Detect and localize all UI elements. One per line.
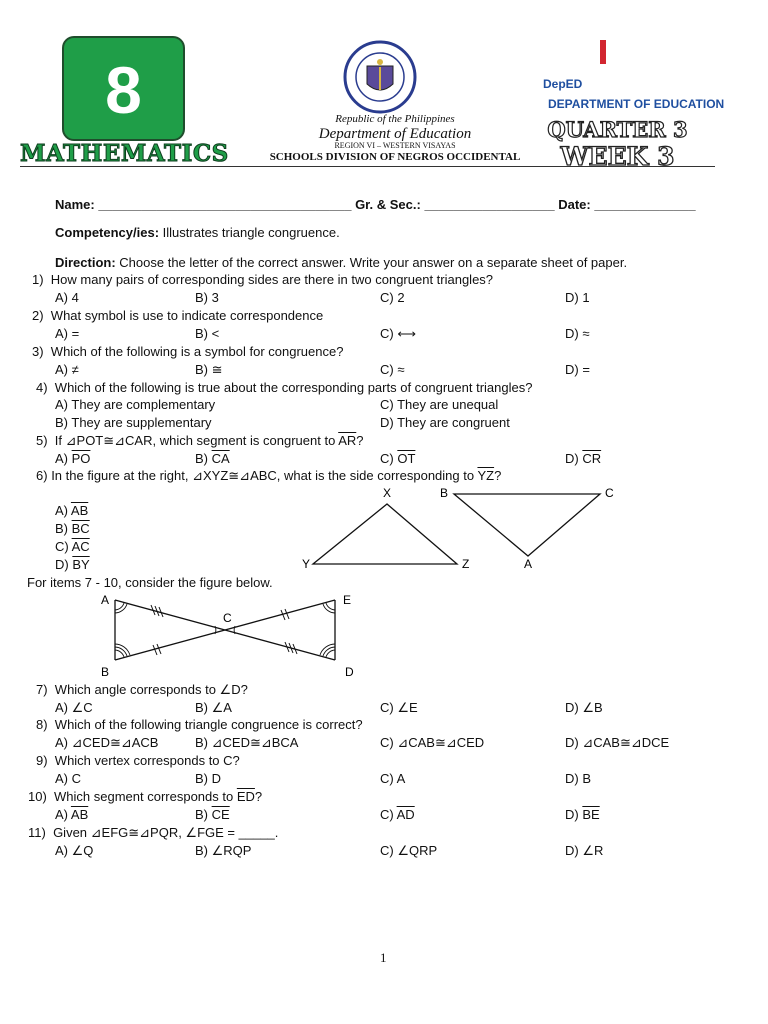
label-x: X — [383, 486, 392, 500]
option-5b[interactable]: B) $\overline{CA}$ — [195, 451, 230, 466]
deped-seal-icon — [343, 40, 417, 114]
deped-logo-text: DepED — [543, 77, 583, 91]
option-11a[interactable]: A) ∠Q — [55, 843, 94, 858]
option-10d[interactable]: D) $\overline{BE}$ — [565, 807, 600, 822]
option-1a[interactable]: A) 4 — [55, 290, 79, 305]
department-text: Department of Education — [318, 126, 472, 142]
option-3b[interactable]: B) ≅ — [195, 362, 223, 377]
option-11d[interactable]: D) ∠R — [565, 843, 604, 858]
question-6: 6) In the figure at the right, ⊿XYZ≅⊿ABC, what is the side corresponding to $\overline{YZ}$? — [36, 468, 502, 483]
option-8d[interactable]: D) ⊿CAB≅⊿DCE — [565, 735, 670, 750]
direction: Direction: Choose the letter of the correct answer. Write your answer on a separate sheet of paper. — [55, 255, 628, 270]
question-8: 8) Which of the following triangle congruence is correct? — [36, 717, 363, 732]
question-3: 3) Which of the following is a symbol for congruence? — [32, 344, 344, 359]
option-7d[interactable]: D) ∠B — [565, 700, 603, 715]
option-2a[interactable]: A) = — [55, 326, 80, 341]
option-4d[interactable]: D) They are congruent — [380, 415, 510, 430]
question-11: 11) Given ⊿EFG≅⊿PQR, ∠FGE = _____. — [28, 825, 279, 840]
option-4a[interactable]: A) They are complementary — [55, 397, 216, 412]
triangle-xyz — [313, 504, 457, 564]
option-1d[interactable]: D) 1 — [565, 290, 590, 305]
question-7: 7) Which angle corresponds to ∠D? — [36, 682, 248, 697]
option-5d[interactable]: D) $\overline{CR}$ — [565, 451, 602, 466]
option-5a[interactable]: A) $\overline{PO}$ — [55, 451, 91, 466]
label-a2: A — [101, 593, 110, 607]
option-3a[interactable]: A) ≠ — [55, 362, 79, 377]
option-10a[interactable]: A) $\overline{AB}$ — [55, 807, 89, 822]
option-10b[interactable]: B) $\overline{CE}$ — [195, 807, 230, 822]
option-4b[interactable]: B) They are supplementary — [55, 415, 212, 430]
bowtie-figure — [95, 590, 370, 680]
question-5: 5) If ⊿POT≅⊿CAR, which segment is congruent to $\overline{AR}$? — [36, 433, 364, 448]
option-6a[interactable]: A) $\overline{AB}$ — [55, 503, 89, 518]
week-label: WEEK 3 — [560, 142, 675, 171]
grade-badge: 8 — [62, 36, 185, 141]
quarter-label: QUARTER 3 — [547, 117, 688, 142]
label-z: Z — [462, 557, 470, 571]
option-7a[interactable]: A) ∠C — [55, 700, 93, 715]
option-6b[interactable]: B) $\overline{BC}$ — [55, 521, 90, 536]
option-9c[interactable]: C) A — [380, 771, 406, 786]
question-10: 10) Which segment corresponds to $\overline{ED}$? — [28, 789, 263, 804]
option-7b[interactable]: B) ∠A — [195, 700, 232, 715]
name-field[interactable]: Name: ___________________________________ Gr. & Sec.: __________________ Date: ______________ — [55, 197, 696, 212]
triangles-figure — [290, 482, 630, 574]
label-d2: D — [345, 665, 354, 679]
option-1b[interactable]: B) 3 — [195, 290, 219, 305]
label-c: C — [605, 486, 614, 500]
option-6c[interactable]: C) $\overline{AC}$ — [55, 539, 90, 554]
label-a: A — [524, 557, 533, 571]
option-9d[interactable]: D) B — [565, 771, 591, 786]
label-c2: C — [223, 611, 232, 625]
division-text: SCHOOLS DIVISION OF NEGROS OCCIDENTAL — [269, 151, 521, 163]
label-b2: B — [101, 665, 110, 679]
question-4: 4) Which of the following is true about the corresponding parts of congruent triangles? — [36, 380, 533, 395]
option-8c[interactable]: C) ⊿CAB≅⊿CED — [380, 735, 485, 750]
question-2: 2) What symbol is use to indicate correspondence — [32, 308, 324, 323]
label-e2: E — [343, 593, 352, 607]
label-b: B — [440, 486, 449, 500]
option-2c[interactable]: C) ⟷ — [380, 326, 416, 341]
republic-text: Republic of the Philippines — [335, 113, 455, 125]
region-text: REGION VI – WESTERN VISAYAS — [334, 141, 456, 150]
option-1c[interactable]: C) 2 — [380, 290, 405, 305]
items-note: For items 7 - 10, consider the figure below. — [27, 575, 273, 590]
label-y: Y — [302, 557, 311, 571]
option-8a[interactable]: A) ⊿CED≅⊿ACB — [55, 735, 159, 750]
deped-logo — [540, 36, 725, 116]
option-8b[interactable]: B) ⊿CED≅⊿BCA — [195, 735, 299, 750]
option-11b[interactable]: B) ∠RQP — [195, 843, 252, 858]
competency: Competency/ies: Illustrates triangle congruence. — [55, 225, 340, 240]
option-2b[interactable]: B) < — [195, 326, 220, 341]
option-9a[interactable]: A) C — [55, 771, 81, 786]
option-3d[interactable]: D) = — [565, 362, 590, 377]
deped-logo-caption: DEPARTMENT OF EDUCATION — [548, 97, 725, 111]
option-6d[interactable]: D) $\overline{BY}$ — [55, 557, 90, 572]
subject-title: MATHEMATICS — [20, 140, 229, 167]
option-4c[interactable]: C) They are unequal — [380, 397, 499, 412]
question-1: 1) How many pairs of corresponding sides are there in two congruent triangles? — [32, 272, 494, 287]
header-divider — [20, 166, 715, 167]
option-11c[interactable]: C) ∠QRP — [380, 843, 438, 858]
option-10c[interactable]: C) $\overline{AD}$ — [380, 807, 415, 822]
option-9b[interactable]: B) D — [195, 771, 221, 786]
option-2d[interactable]: D) ≈ — [565, 326, 590, 341]
option-7c[interactable]: C) ∠E — [380, 700, 418, 715]
triangle-abc — [454, 494, 600, 556]
question-9: 9) Which vertex corresponds to C? — [36, 753, 240, 768]
option-5c[interactable]: C) $\overline{OT}$ — [380, 451, 416, 466]
option-3c[interactable]: C) ≈ — [380, 362, 405, 377]
page-number: 1 — [380, 950, 387, 965]
